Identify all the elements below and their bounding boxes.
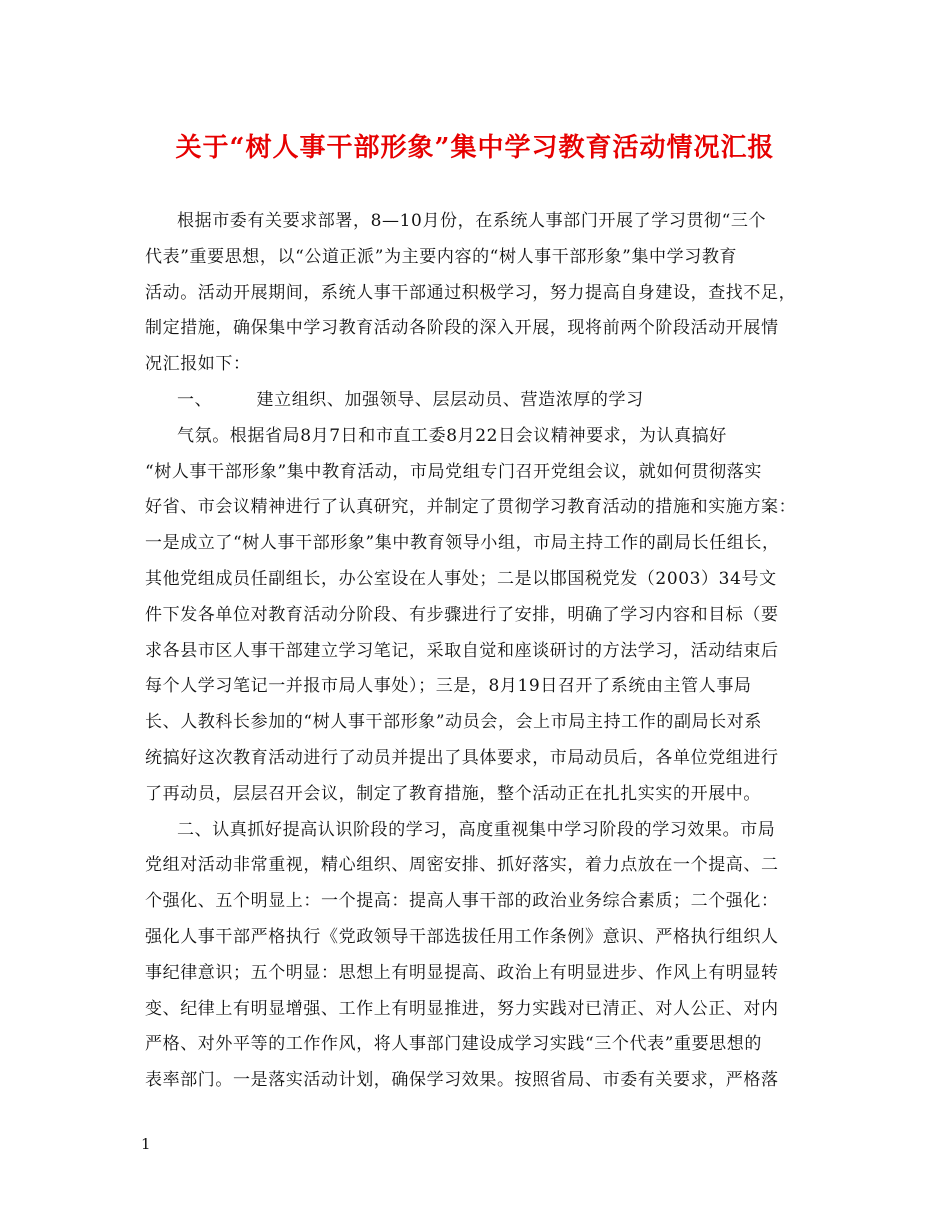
body-line: 每个人学习笔记一并报市局人事处）；三是，8月19日召开了系统由主管人事局 — [145, 676, 752, 696]
body-line: 根据市委有关要求部署，8—10月份，在系统人事部门开展了学习贯彻“三个 — [177, 211, 767, 231]
body-line: 了再动员，层层召开会议，制定了教育措施，整个活动正在扎扎实实的开展中。 — [145, 784, 761, 804]
body-line: 求各县市区人事干部建立学习笔记，采取自觉和座谈研讨的方法学习，活动结束后 — [145, 641, 779, 661]
body-line: 严格、对外平等的工作作风，将人事部门建设成学习实践“三个代表”重要思想的 — [145, 1034, 762, 1054]
body-line: 气氛。根据省局8月7日和市直工委8月22日会议精神要求，为认真搞好 — [177, 426, 727, 446]
body-line: 一是成立了“树人事干部形象”集中教育领导小组，市局主持工作的副局长任组长， — [145, 533, 780, 553]
body-line: 其他党组成员任副组长，办公室设在人事处；二是以邯国税党发（2003）34号文 — [145, 569, 777, 589]
body-line: 统搞好这次教育活动进行了动员并提出了具体要求，市局动员后，各单位党组进行 — [145, 748, 779, 768]
body-line: 二、认真抓好提高认识阶段的学习，高度重视集中学习阶段的学习效果。市局 — [177, 820, 776, 840]
body-line: 事纪律意识；五个明显：思想上有明显提高、政治上有明显进步、作风上有明显转 — [145, 963, 779, 983]
body-line: 一、 建立组织、加强领导、层层动员、营造浓厚的学习 — [177, 390, 644, 410]
body-line: 表率部门。一是落实活动计划，确保学习效果。按照省局、市委有关要求，严格落 — [145, 1070, 779, 1090]
body-line: 代表”重要思想，以“公道正派”为主要内容的“树人事干部形象”集中学习教育 — [145, 247, 738, 267]
body-line: 活动。活动开展期间，系统人事干部通过积极学习，努力提高自身建设，查找不足， — [145, 283, 797, 303]
body-line: “树人事干部形象”集中教育活动，市局党组专门召开党组会议，就如何贯彻落实 — [145, 462, 762, 482]
document-title: 关于“树人事干部形象”集中学习教育活动情况汇报 — [175, 133, 775, 163]
body-line: 制定措施，确保集中学习教育活动各阶段的深入开展，现将前两个阶段活动开展情 — [145, 318, 779, 338]
page-number: 1 — [141, 1135, 151, 1153]
body-line: 件下发各单位对教育活动分阶段、有步骤进行了安排，明确了学习内容和目标（要 — [145, 605, 779, 625]
body-line: 好省、市会议精神进行了认真研究，并制定了贯彻学习教育活动的措施和实施方案： — [145, 497, 797, 517]
body-line: 个强化、五个明显上：一个提高：提高人事干部的政治业务综合素质；二个强化： — [145, 891, 779, 911]
body-line: 党组对活动非常重视，精心组织、周密安排、抓好落实，着力点放在一个提高、二 — [145, 855, 779, 875]
body-line: 变、纪律上有明显增强、工作上有明显推进，努力实践对已清正、对人公正、对内 — [145, 999, 779, 1019]
body-line: 长、人教科长参加的“树人事干部形象”动员会，会上市局主持工作的副局长对系 — [145, 712, 762, 732]
body-line: 况汇报如下： — [145, 354, 251, 374]
body-line: 强化人事干部严格执行《党政领导干部选拔任用工作条例》意识、严格执行组织人 — [145, 927, 779, 947]
